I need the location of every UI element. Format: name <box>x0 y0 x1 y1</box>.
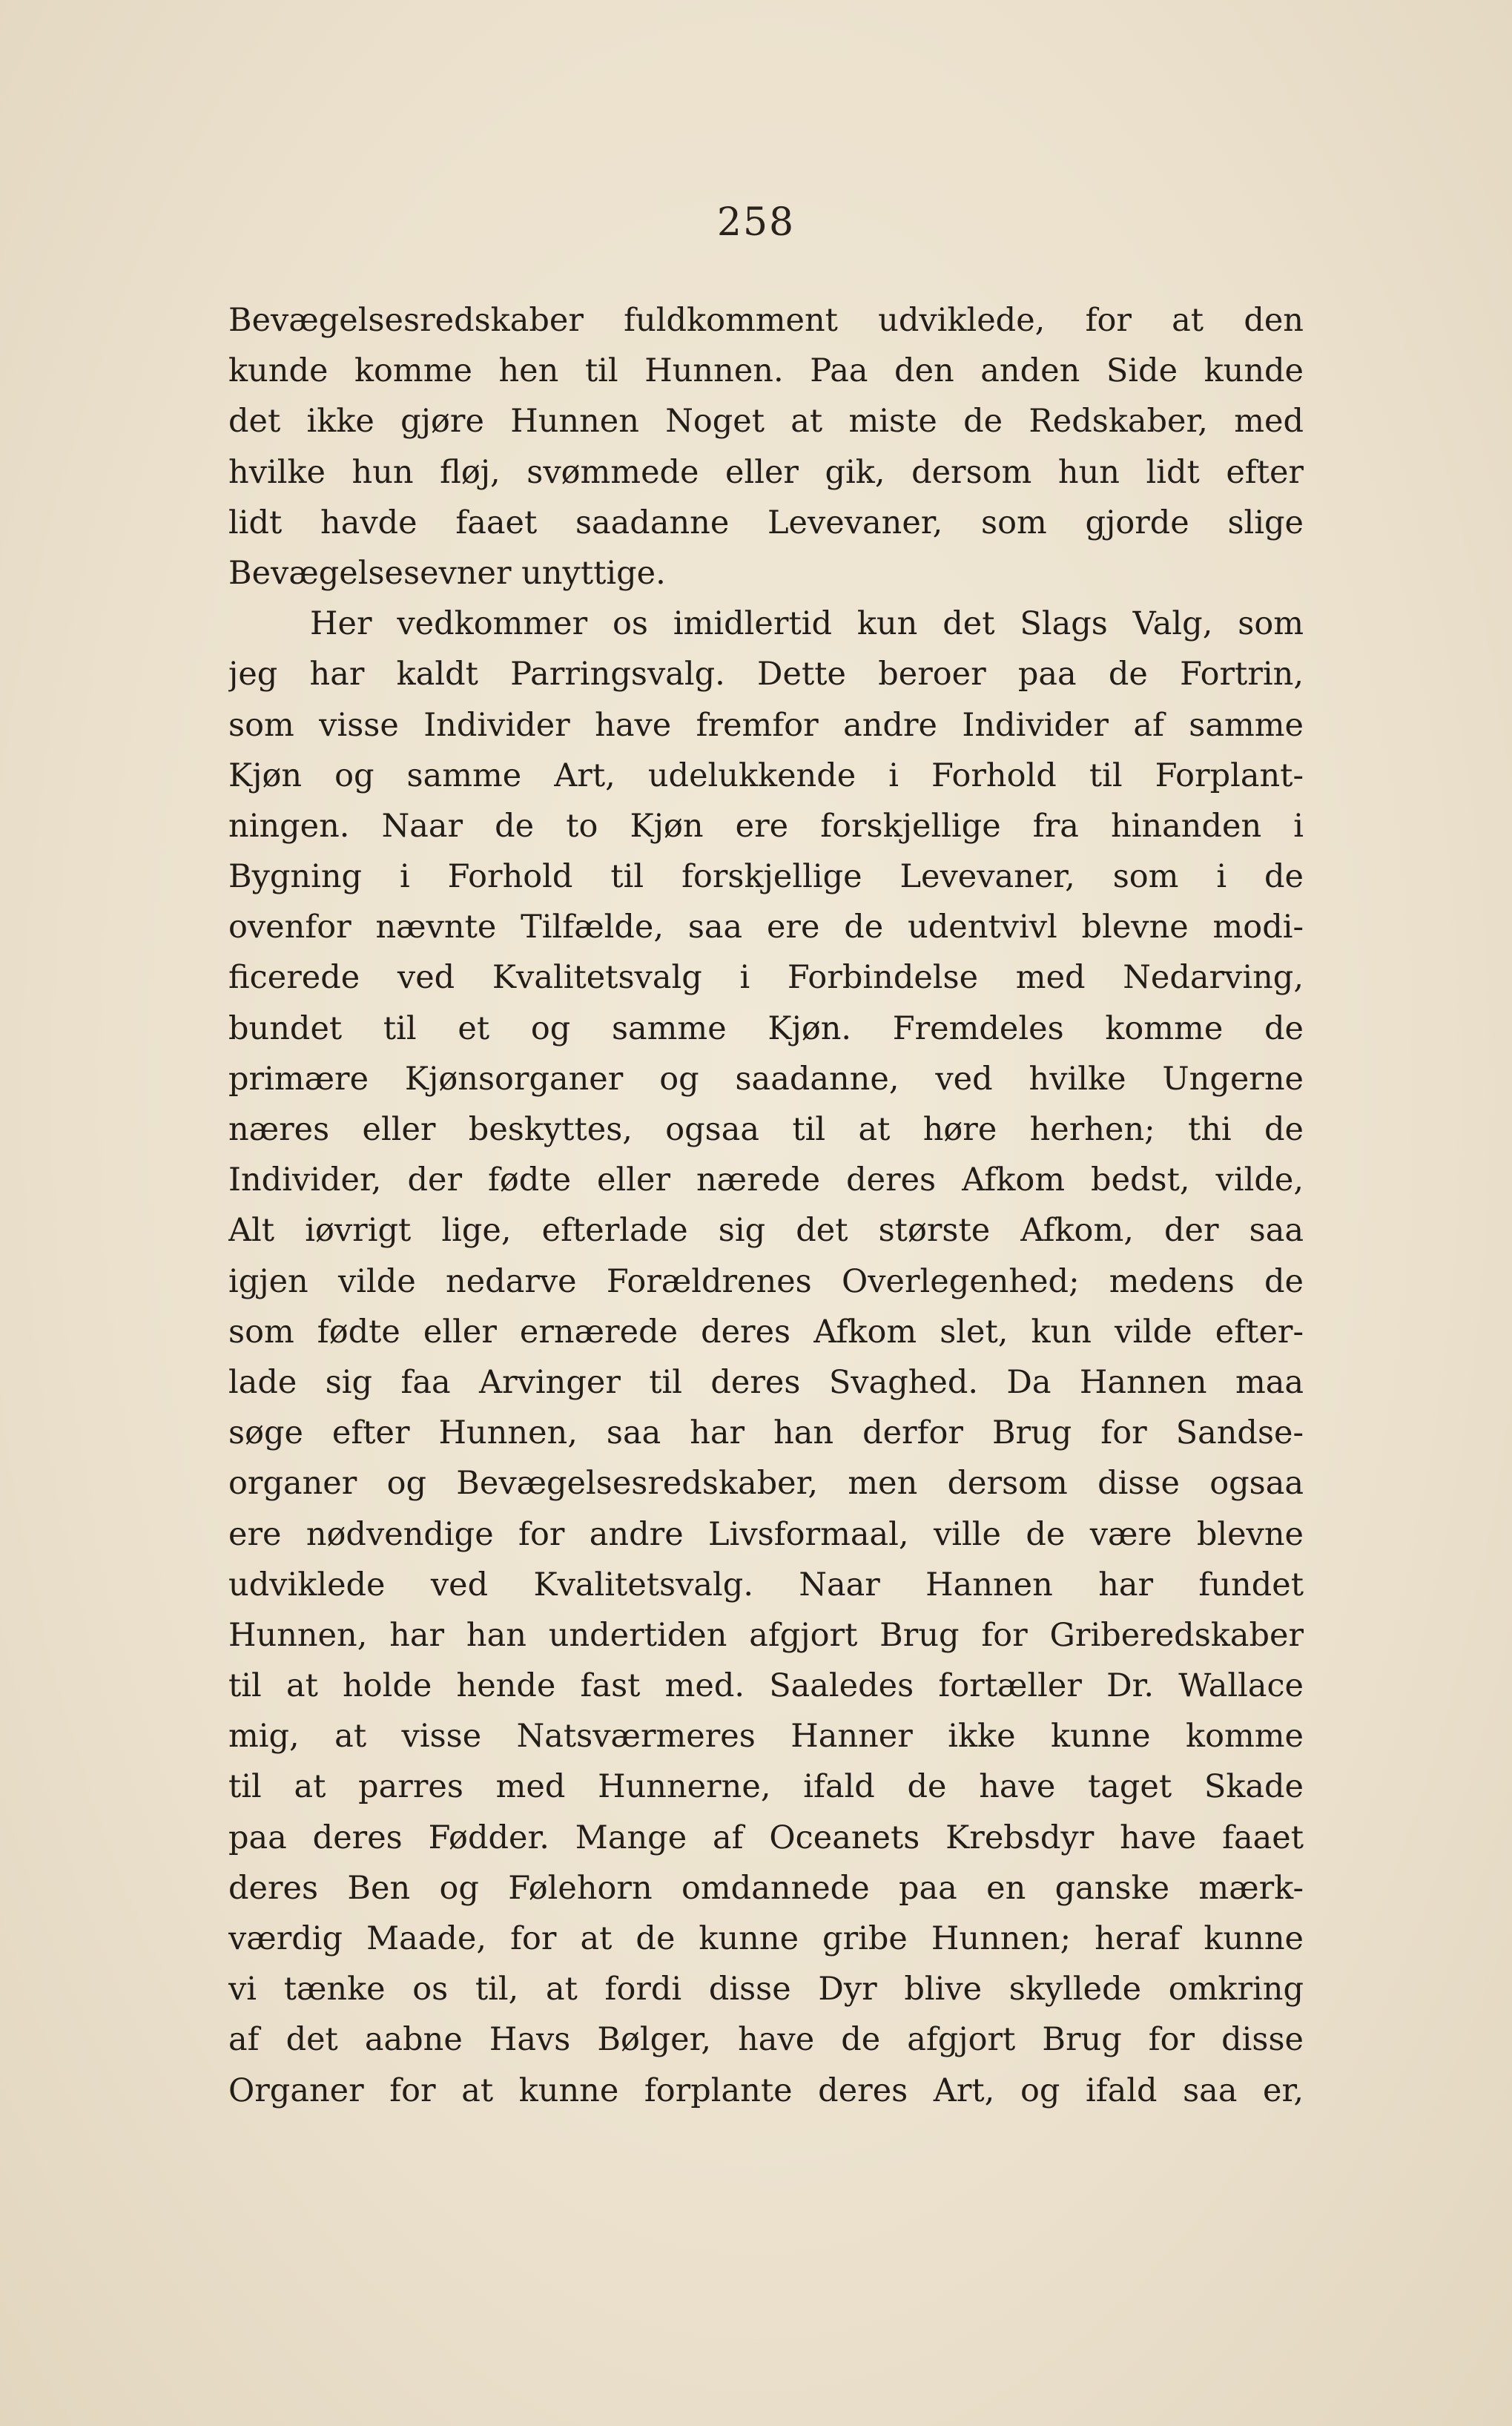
text-line: søge efter Hunnen, saa har han derfor Brug for Sandse- <box>228 1414 1304 1452</box>
text-line: ovenfor nævnte Tilfælde, saa ere de udentvivl blevne modi- <box>228 909 1304 946</box>
text-line: Individer, der fødte eller nærede deres Afkom bedst, vilde, <box>228 1161 1304 1199</box>
text-line: organer og Bevægelsesredskaber, men dersom disse ogsaa <box>228 1465 1304 1503</box>
text-line: Alt iøvrigt lige, efterlade sig det største Afkom, der saa <box>228 1212 1304 1250</box>
text-line: hvilke hun fløj, svømmede eller gik, dersom hun lidt efter <box>228 453 1304 491</box>
text-line: det ikke gjøre Hunnen Noget at miste de Redskaber, med <box>228 403 1304 441</box>
text-line: Bevægelsesevner unyttige. <box>228 554 666 592</box>
text-line: mig, at visse Natsværmeres Hanner ikke kunne komme <box>228 1718 1304 1756</box>
text-line: udviklede ved Kvalitetsvalg. Naar Hannen har fundet <box>228 1566 1304 1603</box>
text-line: som fødte eller ernærede deres Afkom slet, kun vilde efter- <box>228 1313 1304 1351</box>
text-line: værdig Maade, for at de kunne gribe Hunnen; heraf kunne <box>228 1920 1304 1957</box>
text-line: til at parres med Hunnerne, ifald de have taget Skade <box>228 1768 1304 1806</box>
text-line: vi tænke os til, at fordi disse Dyr blive skyllede omkring <box>228 1971 1304 2008</box>
body-text <box>228 295 1304 2116</box>
text-line: kunde komme hen til Hunnen. Paa den anden Side kunde <box>228 352 1304 390</box>
text-line: Her vedkommer os imidlertid kun det Slags Valg, som <box>310 605 1304 643</box>
text-line: ningen. Naar de to Kjøn ere forskjellige fra hinanden i <box>228 807 1304 845</box>
text-line: Organer for at kunne forplante deres Art, og ifald saa er, <box>228 2071 1304 2109</box>
text-line: ere nødvendige for andre Livsformaal, ville de være blevne <box>228 1515 1304 1553</box>
text-line: bundet til et og samme Kjøn. Fremdeles komme de <box>228 1009 1304 1047</box>
text-line: ficerede ved Kvalitetsvalg i Forbindelse med Nedarving, <box>228 959 1304 997</box>
text-line: som visse Individer have fremfor andre Individer af samme <box>228 706 1304 744</box>
text-line: Bygning i Forhold til forskjellige Levevaner, som i de <box>228 858 1304 896</box>
text-line: lade sig faa Arvinger til deres Svaghed. Da Hannen maa <box>228 1363 1304 1401</box>
text-line: Kjøn og samme Art, udelukkende i Forhold til Forplant- <box>228 757 1304 794</box>
text-line: deres Ben og Følehorn omdannede paa en ganske mærk- <box>228 1869 1304 1907</box>
text-line: jeg har kaldt Parringsvalg. Dette beroer paa de Fortrin, <box>228 656 1304 693</box>
text-line: lidt havde faaet saadanne Levevaner, som gjorde slige <box>228 504 1304 541</box>
text-line: Hunnen, har han undertiden afgjort Brug for Griberedskaber <box>228 1616 1304 1654</box>
text-line: til at holde hende fast med. Saaledes fortæller Dr. Wallace <box>228 1667 1304 1705</box>
text-line: næres eller beskyttes, ogsaa til at høre herhen; thi de <box>228 1111 1304 1148</box>
text-line: Bevægelsesredskaber fuldkomment udviklede, for at den <box>228 302 1304 339</box>
text-line: af det aabne Havs Bølger, have de afgjort Brug for disse <box>228 2021 1304 2059</box>
text-line: paa deres Fødder. Mange af Oceanets Krebsdyr have faaet <box>228 1819 1304 1856</box>
text-line: igjen vilde nedarve Forældrenes Overlegenhed; medens de <box>228 1262 1304 1300</box>
page-number: 258 <box>716 200 796 245</box>
text-line: primære Kjønsorganer og saadanne, ved hvilke Ungerne <box>228 1060 1304 1098</box>
